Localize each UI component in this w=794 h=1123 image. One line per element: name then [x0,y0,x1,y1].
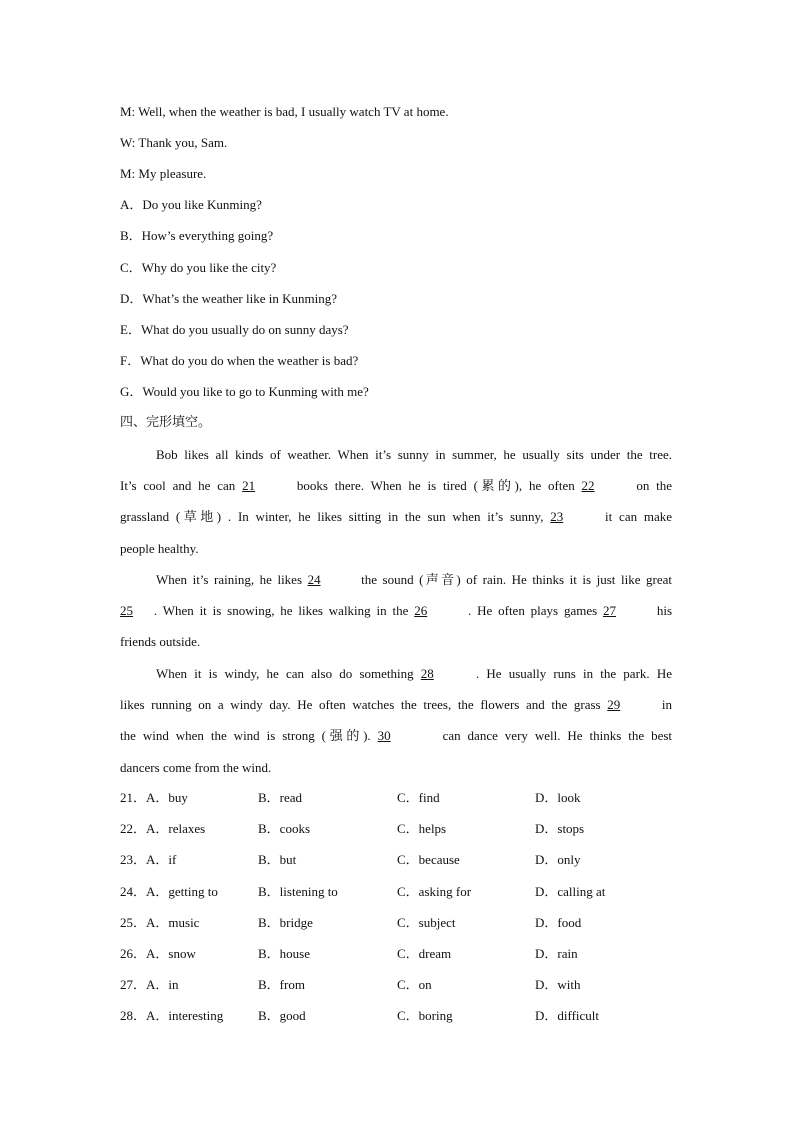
option-d[interactable]: D．with [535,977,581,992]
passage-line [120,439,672,470]
question-option[interactable] [120,821,205,837]
option-a[interactable]: A．if [146,852,177,867]
option-a[interactable]: A．buy [146,790,188,805]
blank-27[interactable]: 27 [603,603,616,619]
passage-text: it can make [605,509,672,525]
blank-30[interactable]: 30 [377,728,391,744]
blank-25[interactable]: 25 [120,603,133,619]
passage-text: Bob likes all kinds of weather. When it’s sunny in summer, he usually sits under the tree. [156,447,672,462]
passage-text: people healthy. [120,540,199,556]
option-d[interactable]: D．look [535,790,581,805]
passage-text: . He usually runs in the park. He [475,666,672,681]
option-b[interactable]: B．from [258,977,305,992]
option-c[interactable]: C．subject [397,915,456,930]
passage-paragraph-1 [120,439,672,564]
passage-line [120,689,672,720]
option-b[interactable]: B．but [258,852,297,867]
option-a[interactable]: A．in [146,977,179,992]
option-line: F．What do you do when the weather is bad? [120,353,359,368]
option-b[interactable]: B．house [258,946,311,961]
option-line: G．Would you like to go to Kunming with me? [120,384,369,399]
option-line: D．What’s the weather like in Kunming? [120,291,337,306]
option-b[interactable]: B．listening to [258,884,338,899]
blank-26[interactable]: 26 [414,603,428,619]
option-c[interactable]: C．find [397,790,440,805]
passage-line [120,470,672,501]
option-line: C．Why do you like the city? [120,260,277,275]
question-number: 27． [120,977,147,992]
question-option[interactable] [120,915,199,931]
blank-28[interactable]: 28 [420,666,434,681]
passage-text: can dance very well. He thinks the best [442,728,672,744]
option-c[interactable]: C．on [397,977,432,992]
option-c[interactable]: C．dream [397,946,452,961]
option-b[interactable]: B．read [258,790,303,805]
passage-text: on the [636,478,672,494]
option-line: B．How’s everything going? [120,228,274,243]
option-a[interactable]: A．snow [146,946,196,961]
passage-line [120,752,672,783]
passage-text: It’s cool and he can [120,478,236,494]
option-c[interactable]: C．asking for [397,884,472,899]
dialogue-line: M: My pleasure. [120,166,207,181]
option-a[interactable]: A．relaxes [146,821,206,836]
blank-21[interactable]: 21 [242,478,256,494]
dialogue-line: W: Thank you, Sam. [120,135,228,150]
option-c[interactable]: C．because [397,852,460,867]
option-d[interactable]: D．stops [535,821,585,836]
option-d[interactable]: D．food [535,915,582,930]
passage-line [120,564,672,595]
passage-line [120,595,672,626]
question-number: 22． [120,821,147,836]
option-line: E．What do you usually do on sunny days? [120,322,349,337]
passage-text: . He often plays games [468,603,598,619]
option-d[interactable]: D．only [535,852,581,867]
option-a[interactable]: A．interesting [146,1008,224,1023]
passage-text: When it is windy, he can also do something [156,666,414,681]
option-a[interactable]: A．music [146,915,200,930]
option-b[interactable]: B．cooks [258,821,311,836]
blank-23[interactable]: 23 [550,509,564,525]
option-line: A．Do you like Kunming? [120,197,262,212]
passage-text: . When it is snowing, he likes walking in the [153,603,409,619]
passage-text: in [661,697,672,713]
question-option[interactable] [120,884,218,900]
passage-line [120,533,672,564]
blank-29[interactable]: 29 [607,697,621,713]
passage-line [120,720,672,751]
option-c[interactable]: C．boring [397,1008,453,1023]
option-d[interactable]: D．difficult [535,1008,600,1023]
blank-24[interactable]: 24 [307,572,321,587]
passage-line [120,501,672,532]
question-number: 24． [120,884,147,899]
option-d[interactable]: D．calling at [535,884,606,899]
passage-text: the wind when the wind is strong (强的). [120,728,371,744]
option-b[interactable]: B．good [258,1008,306,1023]
passage-line [120,658,672,689]
question-option[interactable] [120,977,179,993]
blank-22[interactable]: 22 [581,478,595,494]
question-number: 28． [120,1008,147,1023]
question-number: 26． [120,946,147,961]
passage-text: dancers come from the wind. [120,759,272,775]
option-b[interactable]: B．bridge [258,915,313,930]
passage-text: friends outside. [120,634,201,650]
question-number: 23． [120,852,147,867]
option-c[interactable]: C．helps [397,821,447,836]
passage-line [120,626,672,657]
question-option[interactable] [120,852,176,868]
question-option[interactable] [120,1008,223,1024]
passage-text: grassland (草地) . In winter, he likes sitting in the sun when it’s sunny, [120,509,544,525]
option-a[interactable]: A．getting to [146,884,218,899]
question-number: 21． [120,790,147,805]
passage-text: books there. When he is tired (累的), he often [296,478,575,494]
dialogue-line: M: Well, when the weather is bad, I usually watch TV at home. [120,104,449,119]
passage-text: likes running on a windy day. He often watches the trees, the flowers and the grass [120,697,601,713]
question-number: 25． [120,915,147,930]
option-d[interactable]: D．rain [535,946,578,961]
question-option[interactable] [120,790,188,806]
passage-text: When it’s raining, he likes [156,572,303,587]
passage-paragraph-3 [120,658,672,783]
section-title: 四、完形填空。 [120,415,212,430]
passage-paragraph-2 [120,564,672,658]
passage-text: the sound (声音) of rain. He thinks it is just like great [361,572,672,587]
question-option[interactable] [120,946,196,962]
passage-text: his [656,603,672,619]
